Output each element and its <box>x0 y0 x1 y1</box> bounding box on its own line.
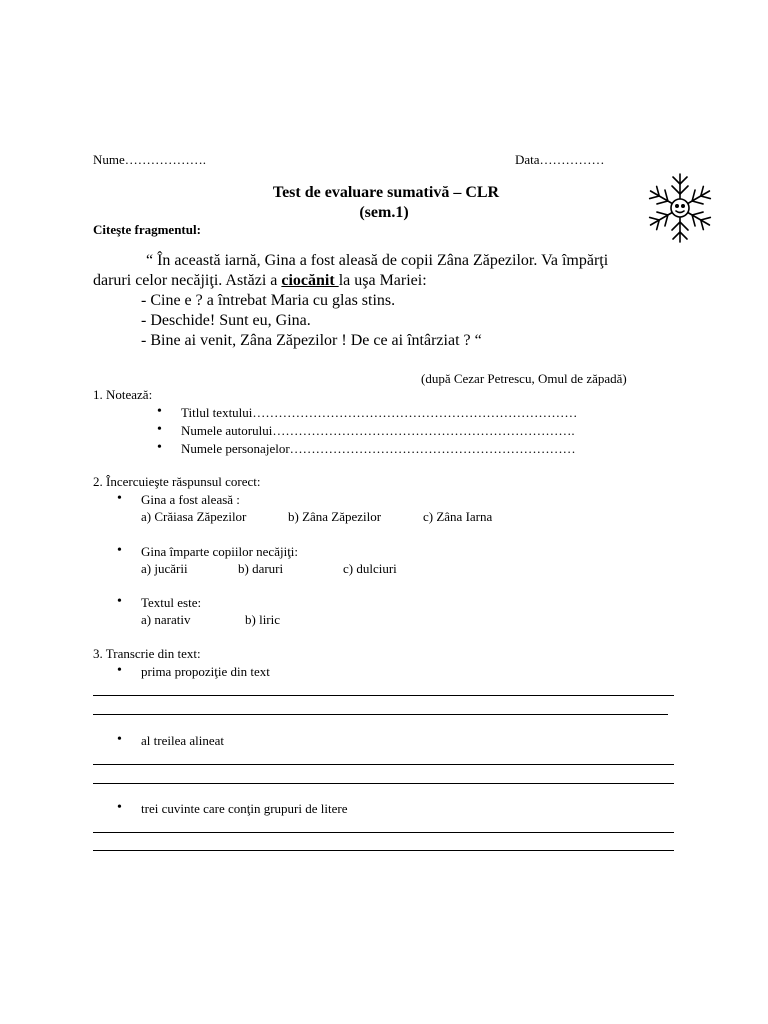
answer-line[interactable] <box>93 783 674 784</box>
q1-item-characters: • Numele personajelor………………………………………………………… <box>181 441 576 457</box>
q1-item-author: • Numele autorului……………………………………………………………. <box>181 423 575 439</box>
date-label: Data…………… <box>515 152 605 167</box>
q2-item-1-option-b[interactable]: b) Zâna Zăpezilor <box>288 509 382 524</box>
q2-item-3-stem: • Textul este: <box>141 595 201 611</box>
q1-heading: 1. Notează: <box>93 387 153 402</box>
page-title: Test de evaluare sumativă – CLR <box>272 184 500 201</box>
q2-item-2-option-a[interactable]: a) jucării <box>141 561 188 576</box>
source-citation: (după Cezar Petrescu, Omul de zăpadă) <box>421 371 627 386</box>
answer-line[interactable] <box>93 764 674 765</box>
answer-line[interactable] <box>93 714 668 715</box>
q3-item-1: • prima propoziţie din text <box>141 664 270 680</box>
q2-item-2-option-c[interactable]: c) dulciuri <box>343 561 397 576</box>
q2-item-2-stem: • Gina împarte copiilor necăjiţi: <box>141 544 298 560</box>
fragment-line-5: - Bine ai venit, Zâna Zăpezilor ! De ce ai întârziat ? “ <box>141 332 482 349</box>
name-label: Nume………………. <box>93 152 207 167</box>
read-instruction: Citeşte fragmentul: <box>93 222 201 237</box>
answer-line[interactable] <box>93 695 674 696</box>
page-subtitle: (sem.1) <box>359 204 409 221</box>
q2-item-2-option-b[interactable]: b) daruri <box>238 561 284 576</box>
q2-item-1-option-c[interactable]: c) Zâna Iarna <box>423 509 493 524</box>
q3-item-3: • trei cuvinte care conţin grupuri de litere <box>141 801 347 817</box>
q2-item-3-option-a[interactable]: a) narativ <box>141 612 191 627</box>
fragment-line-3: - Cine e ? a întrebat Maria cu glas stins. <box>141 292 396 309</box>
q2-item-1-option-a[interactable]: a) Crăiasa Zăpezilor <box>141 509 247 524</box>
fragment-line-2 <box>93 272 427 290</box>
answer-line[interactable] <box>93 850 674 851</box>
q2-heading: 2. Încercuieşte răspunsul corect: <box>93 474 261 489</box>
answer-line[interactable] <box>93 832 674 833</box>
q1-item-title: • Titlul textului………………………………………………………………… <box>181 405 577 421</box>
snowflake-icon <box>632 168 728 248</box>
q2-item-1-stem: • Gina a fost aleasă : <box>141 492 240 508</box>
fragment-line-2-end: la uşa Mariei: <box>338 272 427 289</box>
fragment-line-2-start: daruri celor necăjiţi. Astăzi a <box>93 272 282 289</box>
q3-item-2: • al treilea alineat <box>141 733 224 749</box>
q3-heading: 3. Transcrie din text: <box>93 646 201 661</box>
fragment-line-4: - Deschide! Sunt eu, Gina. <box>141 312 311 329</box>
fragment-line-1: “ În această iarnă, Gina a fost aleasă de copii Zâna Zăpezilor. Va împărţi <box>146 252 609 269</box>
q2-item-3-option-b[interactable]: b) liric <box>245 612 281 627</box>
highlighted-word: ciocănit <box>281 272 339 289</box>
